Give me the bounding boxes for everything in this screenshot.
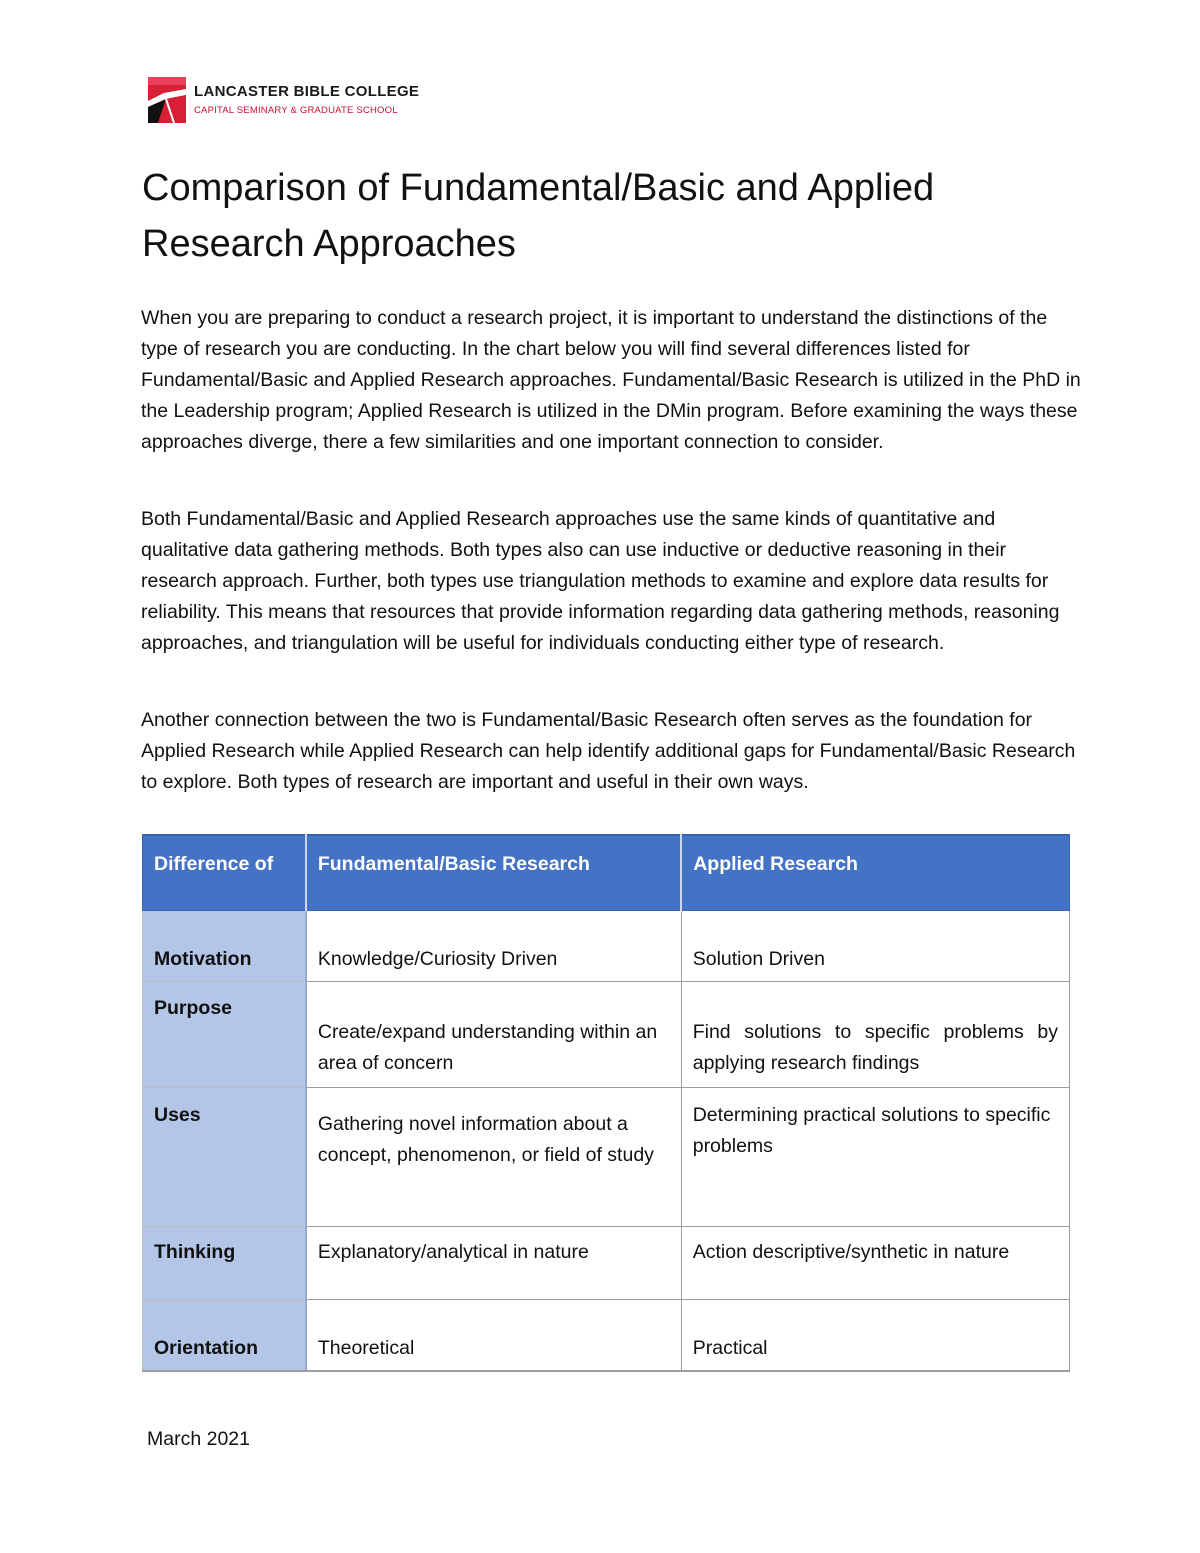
- header-applied-research: Applied Research: [681, 835, 1069, 911]
- row-label-motivation: Motivation: [143, 911, 306, 982]
- row-label-thinking: Thinking: [143, 1227, 306, 1300]
- cell-basic-purpose: Create/expand understanding within an area of concern: [306, 982, 681, 1088]
- cell-basic-uses: Gathering novel information about a concept, phenomenon, or field of study: [306, 1088, 681, 1227]
- college-logo: [148, 76, 419, 124]
- logo-name: LANCASTER BIBLE COLLEGE: [194, 82, 420, 100]
- logo-subtitle: CAPITAL SEMINARY & GRADUATE SCHOOL: [194, 104, 398, 116]
- table-row: [143, 911, 1070, 982]
- cell-basic-orientation: Theoretical: [306, 1300, 681, 1372]
- table-row: [143, 1088, 1070, 1227]
- header-difference-of: Difference of: [143, 835, 306, 911]
- cell-basic-thinking: Explanatory/analytical in nature: [306, 1227, 681, 1300]
- footer-date: March 2021: [147, 1428, 250, 1450]
- similarities-paragraph: Both Fundamental/Basic and Applied Research approaches use the same kinds of quantitative and qualitative data gathering methods. Both types also can use inductive or deductive reasoning in their research approach. Further, both types use triangulation methods to examine and explore data results for reliability. This means that resources that provide information regarding data gathering methods, reasoning approaches, and triangulation will be useful for individuals conducting either type of research.: [141, 508, 1060, 654]
- table-row: [143, 1300, 1070, 1372]
- comparison-table: [142, 834, 1070, 1372]
- cell-applied-thinking: Action descriptive/synthetic in nature: [681, 1227, 1069, 1300]
- row-label-purpose: Purpose: [143, 982, 306, 1088]
- intro-paragraph: When you are preparing to conduct a research project, it is important to understand the distinctions of the type of research you are conducting. In the chart below you will find several differences listed for Fundamental/Basic and Applied Research approaches. Fundamental/Basic Research is utilized in the PhD in the Leadership program; Applied Research is utilized in the DMin program. Before examining the ways these approaches diverge, there a few similarities and one important connection to consider.: [141, 307, 1081, 453]
- header-basic-research: Fundamental/Basic Research: [306, 835, 681, 911]
- page-title: Comparison of Fundamental/Basic and Applied Research Approaches: [142, 167, 935, 265]
- connection-paragraph: Another connection between the two is Fundamental/Basic Research often serves as the foundation for Applied Research while Applied Research can help identify additional gaps for Fundamental/Basic Research to explore. Both types of research are important and useful in their own ways.: [141, 709, 1076, 793]
- cell-applied-orientation: Practical: [681, 1300, 1069, 1372]
- cell-applied-purpose: Find solutions to specific problems by applying research findings: [681, 982, 1069, 1088]
- table-header-row: [143, 835, 1070, 911]
- cell-basic-motivation: Knowledge/Curiosity Driven: [306, 911, 681, 982]
- lbc-logo-icon: [148, 77, 186, 123]
- logo-text: [194, 83, 419, 118]
- table-row: [143, 1227, 1070, 1300]
- cell-applied-motivation: Solution Driven: [681, 911, 1069, 982]
- cell-applied-uses: Determining practical solutions to specific problems: [681, 1088, 1069, 1227]
- row-label-orientation: Orientation: [143, 1300, 306, 1372]
- row-label-uses: Uses: [143, 1088, 306, 1227]
- table-row: [143, 982, 1070, 1088]
